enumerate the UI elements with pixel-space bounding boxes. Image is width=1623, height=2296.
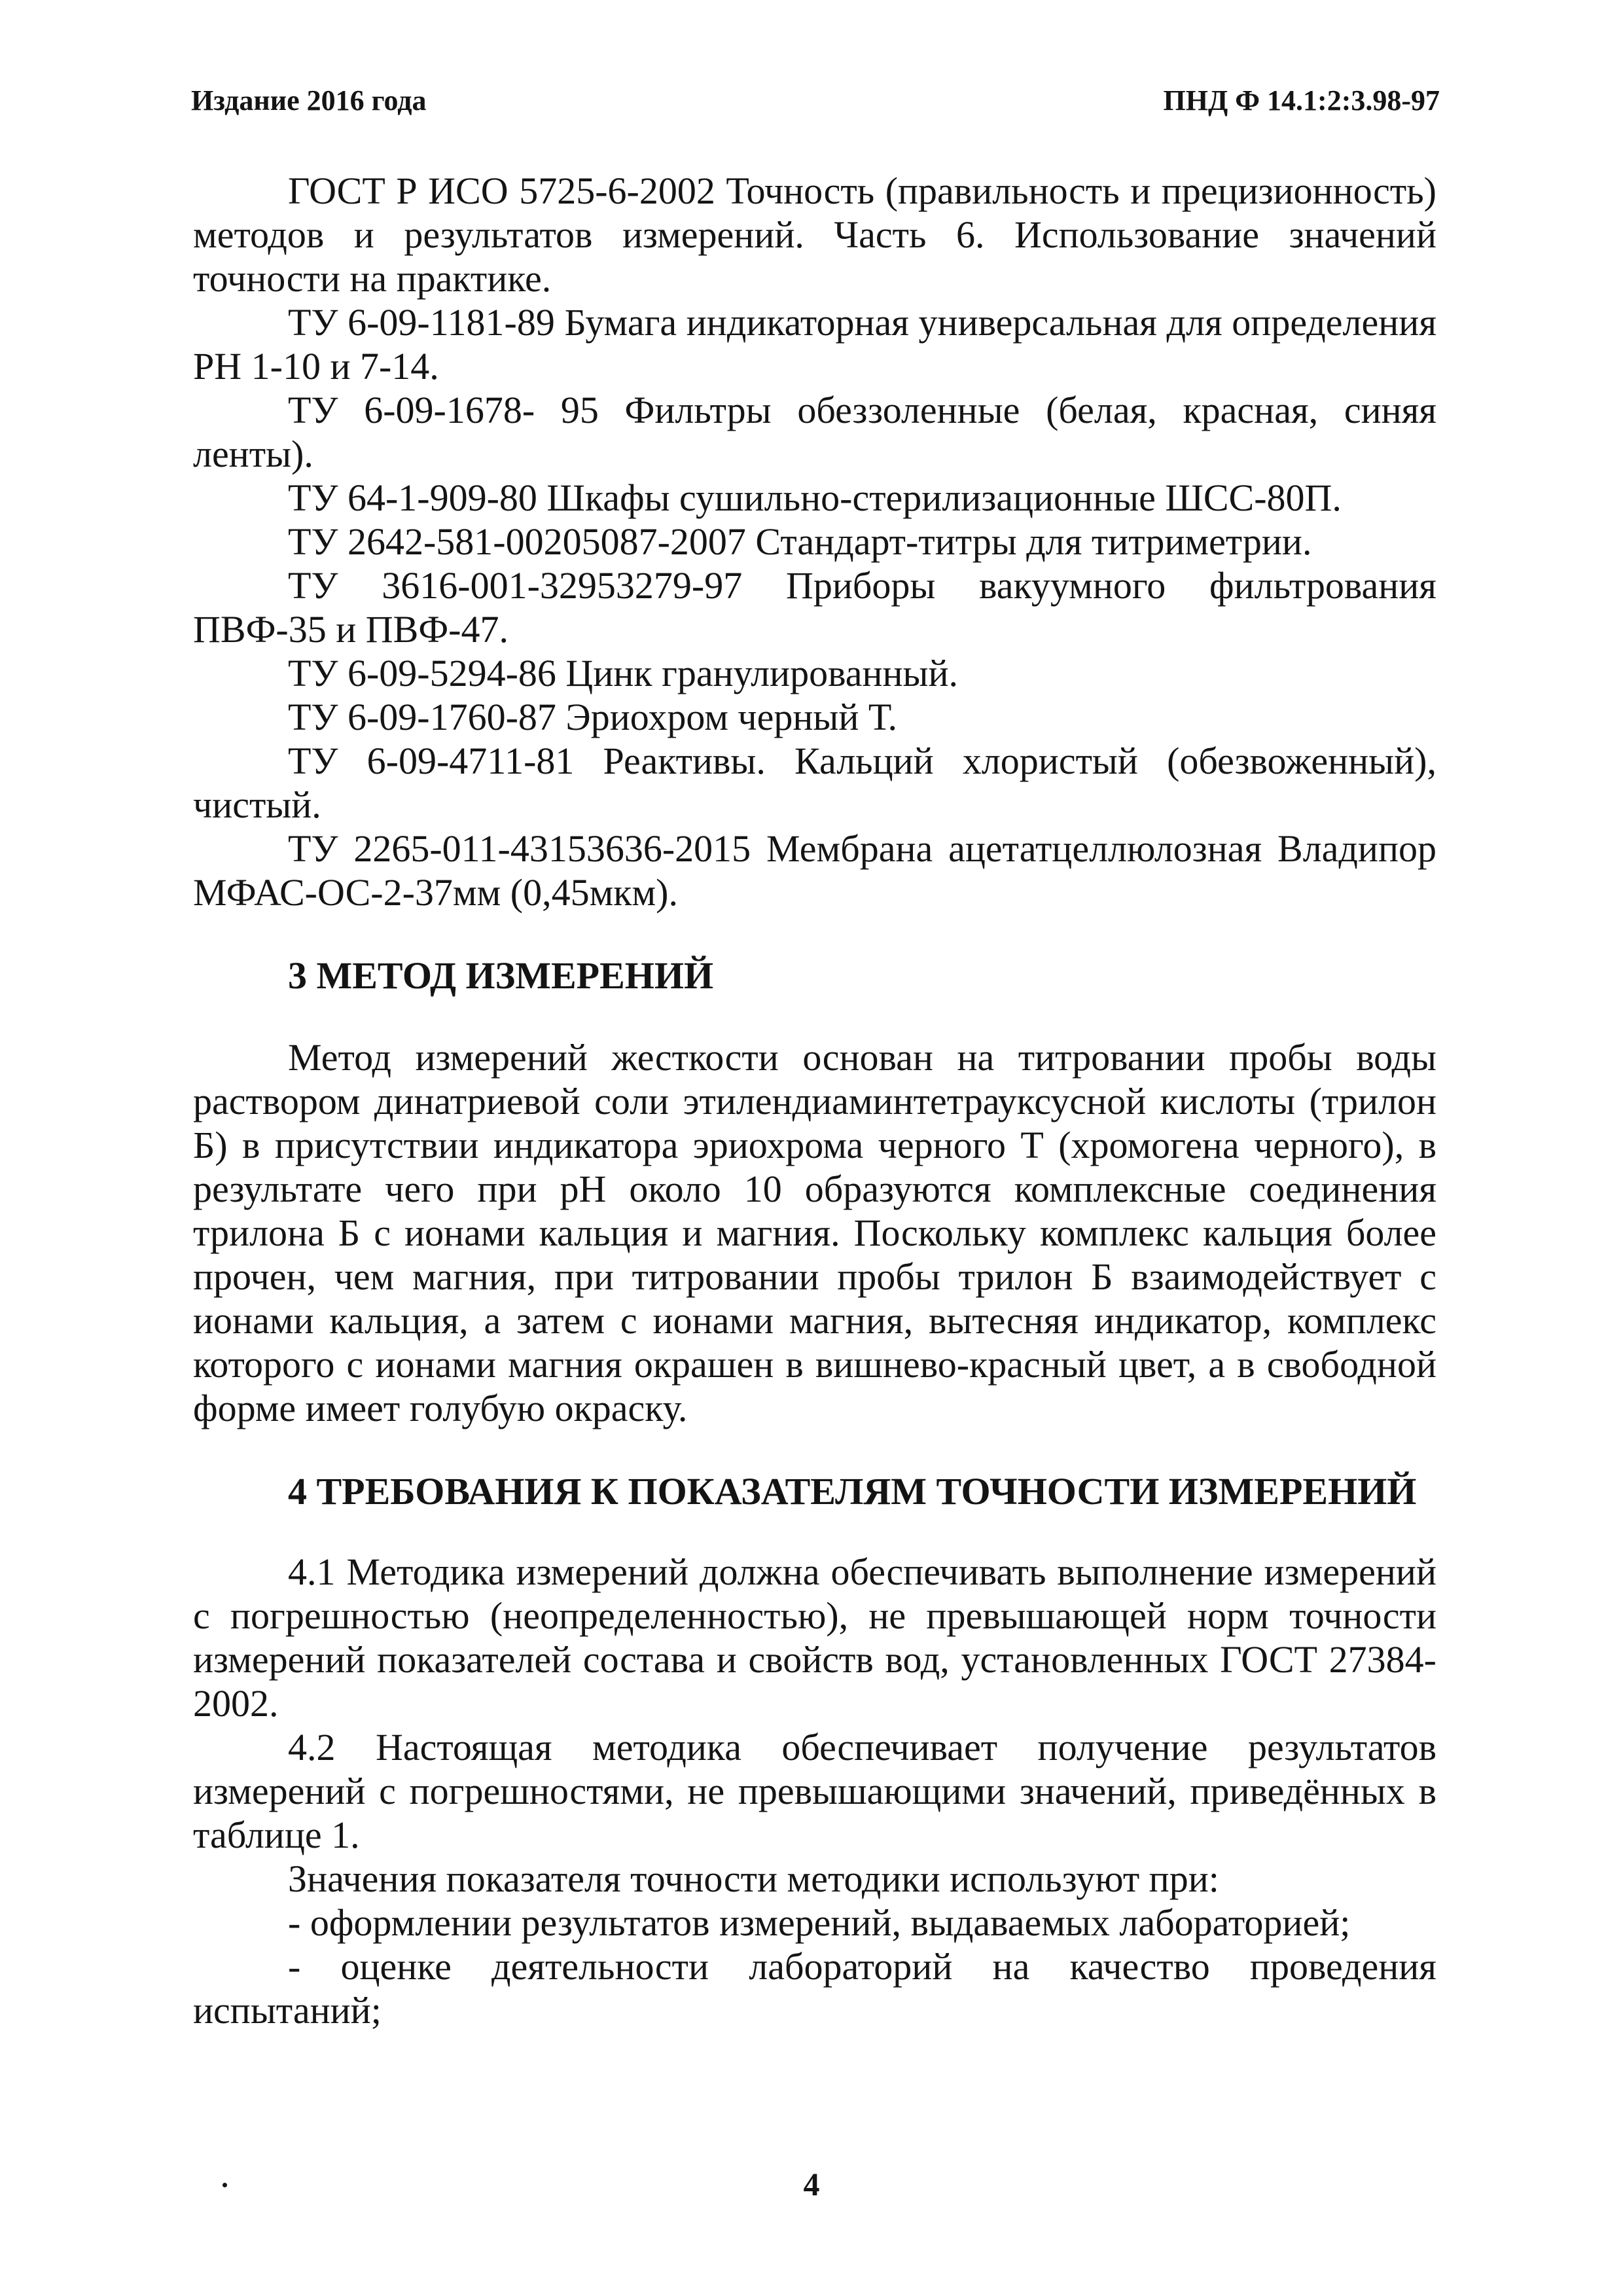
section-4-paragraph-3: Значения показателя точности методики используют при: <box>288 1857 1219 1900</box>
section-4-paragraph-1: 4.1 Методика измерений должна обеспечивать выполнение измерений с погрешностью (неопределенностью), не превышающей норм точности измерений показателей состава и свойств вод, установленных ГОСТ 27384-2002. <box>193 1551 1436 1725</box>
section-3-heading: 3 МЕТОД ИЗМЕРЕНИЙ <box>288 954 714 997</box>
reference-item: ТУ 64-1-909-80 Шкафы сушильно-стерилизационные ШСС-80П. <box>288 476 1342 519</box>
scan-dot <box>223 2183 227 2187</box>
reference-item: ТУ 6-09-1678- 95 Фильтры обеззоленные (белая, красная, синяя ленты). <box>193 389 1436 475</box>
section-3-paragraph: Метод измерений жесткости основан на титровании пробы воды раствором динатриевой соли этилендиаминтетрауксусной кислоты (трилон Б) в присутствии индикатора эриохрома черного Т (хромогена черного), в результате чего при рН около 10 образуются комплексные соединения трилона Б с ионами кальция и магния. Поскольку комплекс кальция более прочен, чем магния, при титровании пробы трилон Б взаимодействует с ионами кальция, а затем с ионами магния, вытесняя индикатор, комплекс которого с ионами магния окрашен в вишнево-красный цвет, а в свободной форме имеет голубую окраску. <box>193 1036 1436 1429</box>
reference-item: ТУ 6-09-1181-89 Бумага индикаторная универсальная для определения РН 1-10 и 7-14. <box>193 301 1436 387</box>
document-body <box>193 169 1436 2032</box>
reference-item: ТУ 2642-581-00205087-2007 Стандарт-титры для титриметрии. <box>288 520 1312 563</box>
reference-item: ТУ 6-09-5294-86 Цинк гранулированный. <box>288 652 959 694</box>
reference-item: ТУ 2265-011-43153636-2015 Мембрана ацетатцеллюлозная Владипор МФАС-ОС-2-37мм (0,45мкм). <box>193 827 1436 914</box>
reference-item: ТУ 3616-001-32953279-97 Приборы вакуумного фильтрования ПВФ-35 и ПВФ-47. <box>193 564 1436 651</box>
document-code: ПНД Ф 14.1:2:3.98-97 <box>1163 84 1440 117</box>
reference-item: ГОСТ Р ИСО 5725-6-2002 Точность (правильность и прецизионность) методов и результатов измерений. Часть 6. Использование значений точности на практике. <box>193 170 1436 300</box>
section-4-paragraph-2: 4.2 Настоящая методика обеспечивает получение результатов измерений с погрешностями, не превышающими значений, приведённых в таблице 1. <box>193 1726 1436 1856</box>
page-number: 4 <box>803 2166 820 2202</box>
edition-label: Издание 2016 года <box>191 84 427 117</box>
reference-item: ТУ 6-09-4711-81 Реактивы. Кальций хлористый (обезвоженный), чистый. <box>193 740 1436 826</box>
list-item: - оценке деятельности лабораторий на качество проведения испытаний; <box>193 1945 1436 2032</box>
list-item: - оформлении результатов измерений, выдаваемых лабораторией; <box>288 1901 1351 1944</box>
section-4-heading: 4 ТРЕБОВАНИЯ К ПОКАЗАТЕЛЯМ ТОЧНОСТИ ИЗМЕРЕНИЙ <box>288 1470 1417 1513</box>
reference-item: ТУ 6-09-1760-87 Эриохром черный Т. <box>288 696 898 738</box>
